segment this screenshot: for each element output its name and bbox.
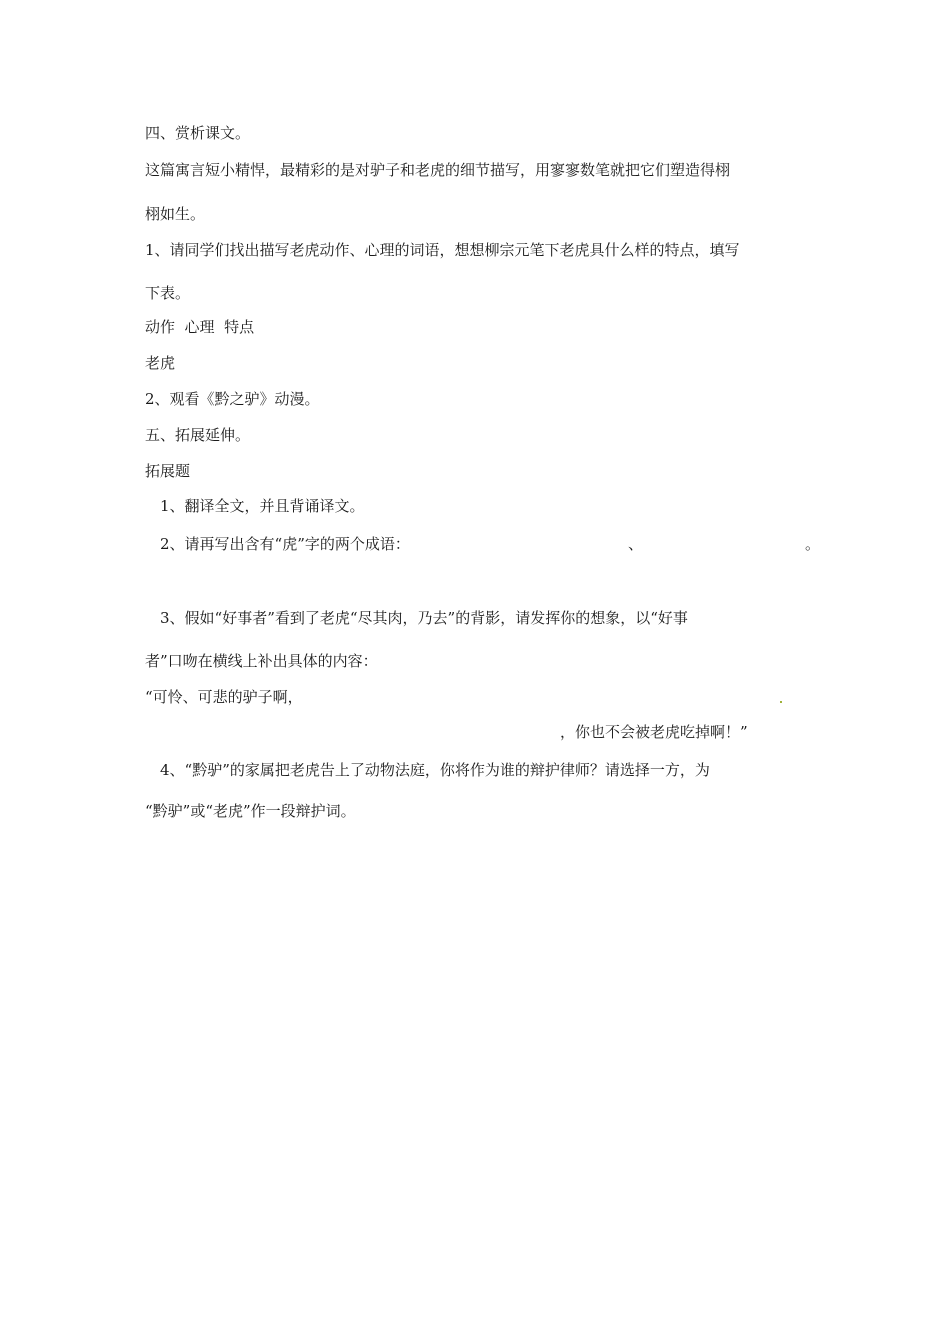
quote-end: ，你也不会被老虎吃掉啊！” [560, 723, 748, 741]
intro-paragraph-line1: 这篇寓言短小精悍，最精彩的是对驴子和老虎的细节描写，用寥寥数笔就把它们塑造得栩 [145, 161, 731, 179]
extension-item-4-line2: “黔驴”或“老虎”作一段辩护词。 [145, 802, 356, 820]
intro-paragraph-line2: 栩如生。 [145, 205, 206, 223]
extension-item-2-end: 。 [805, 535, 821, 553]
extension-item-3-line2: 者”口吻在横线上补出具体的内容： [145, 652, 378, 670]
extension-item-2: 2、请再写出含有“虎”字的两个成语： [160, 535, 410, 553]
section-five-heading: 五、拓展延伸。 [145, 426, 251, 444]
extension-item-4-line1: 4、“黔驴”的家属把老虎告上了动物法庭，你将作为谁的辩护律师？请选择一方，为 [160, 761, 710, 779]
question-1-line2: 下表。 [145, 284, 191, 302]
table-row-label-tiger: 老虎 [145, 354, 176, 372]
table-header-row: 动作 心理 特点 [145, 318, 255, 336]
stray-mark [780, 701, 782, 703]
quote-start: “可怜、可悲的驴子啊， [145, 688, 303, 706]
extension-item-3-line1: 3、假如“好事者”看到了老虎“尽其肉，乃去”的背影，请发挥你的想象，以“好事 [160, 609, 688, 627]
question-2: 2、观看《黔之驴》动漫。 [145, 390, 320, 408]
section-four-heading: 四、赏析课文。 [145, 124, 251, 142]
extension-item-2-separator: 、 [628, 535, 644, 553]
extension-subheading: 拓展题 [145, 462, 191, 480]
extension-item-1: 1、翻译全文，并且背诵译文。 [160, 497, 365, 515]
question-1-line1: 1、请同学们找出描写老虎动作、心理的词语，想想柳宗元笔下老虎具什么样的特点，填写 [145, 241, 740, 259]
